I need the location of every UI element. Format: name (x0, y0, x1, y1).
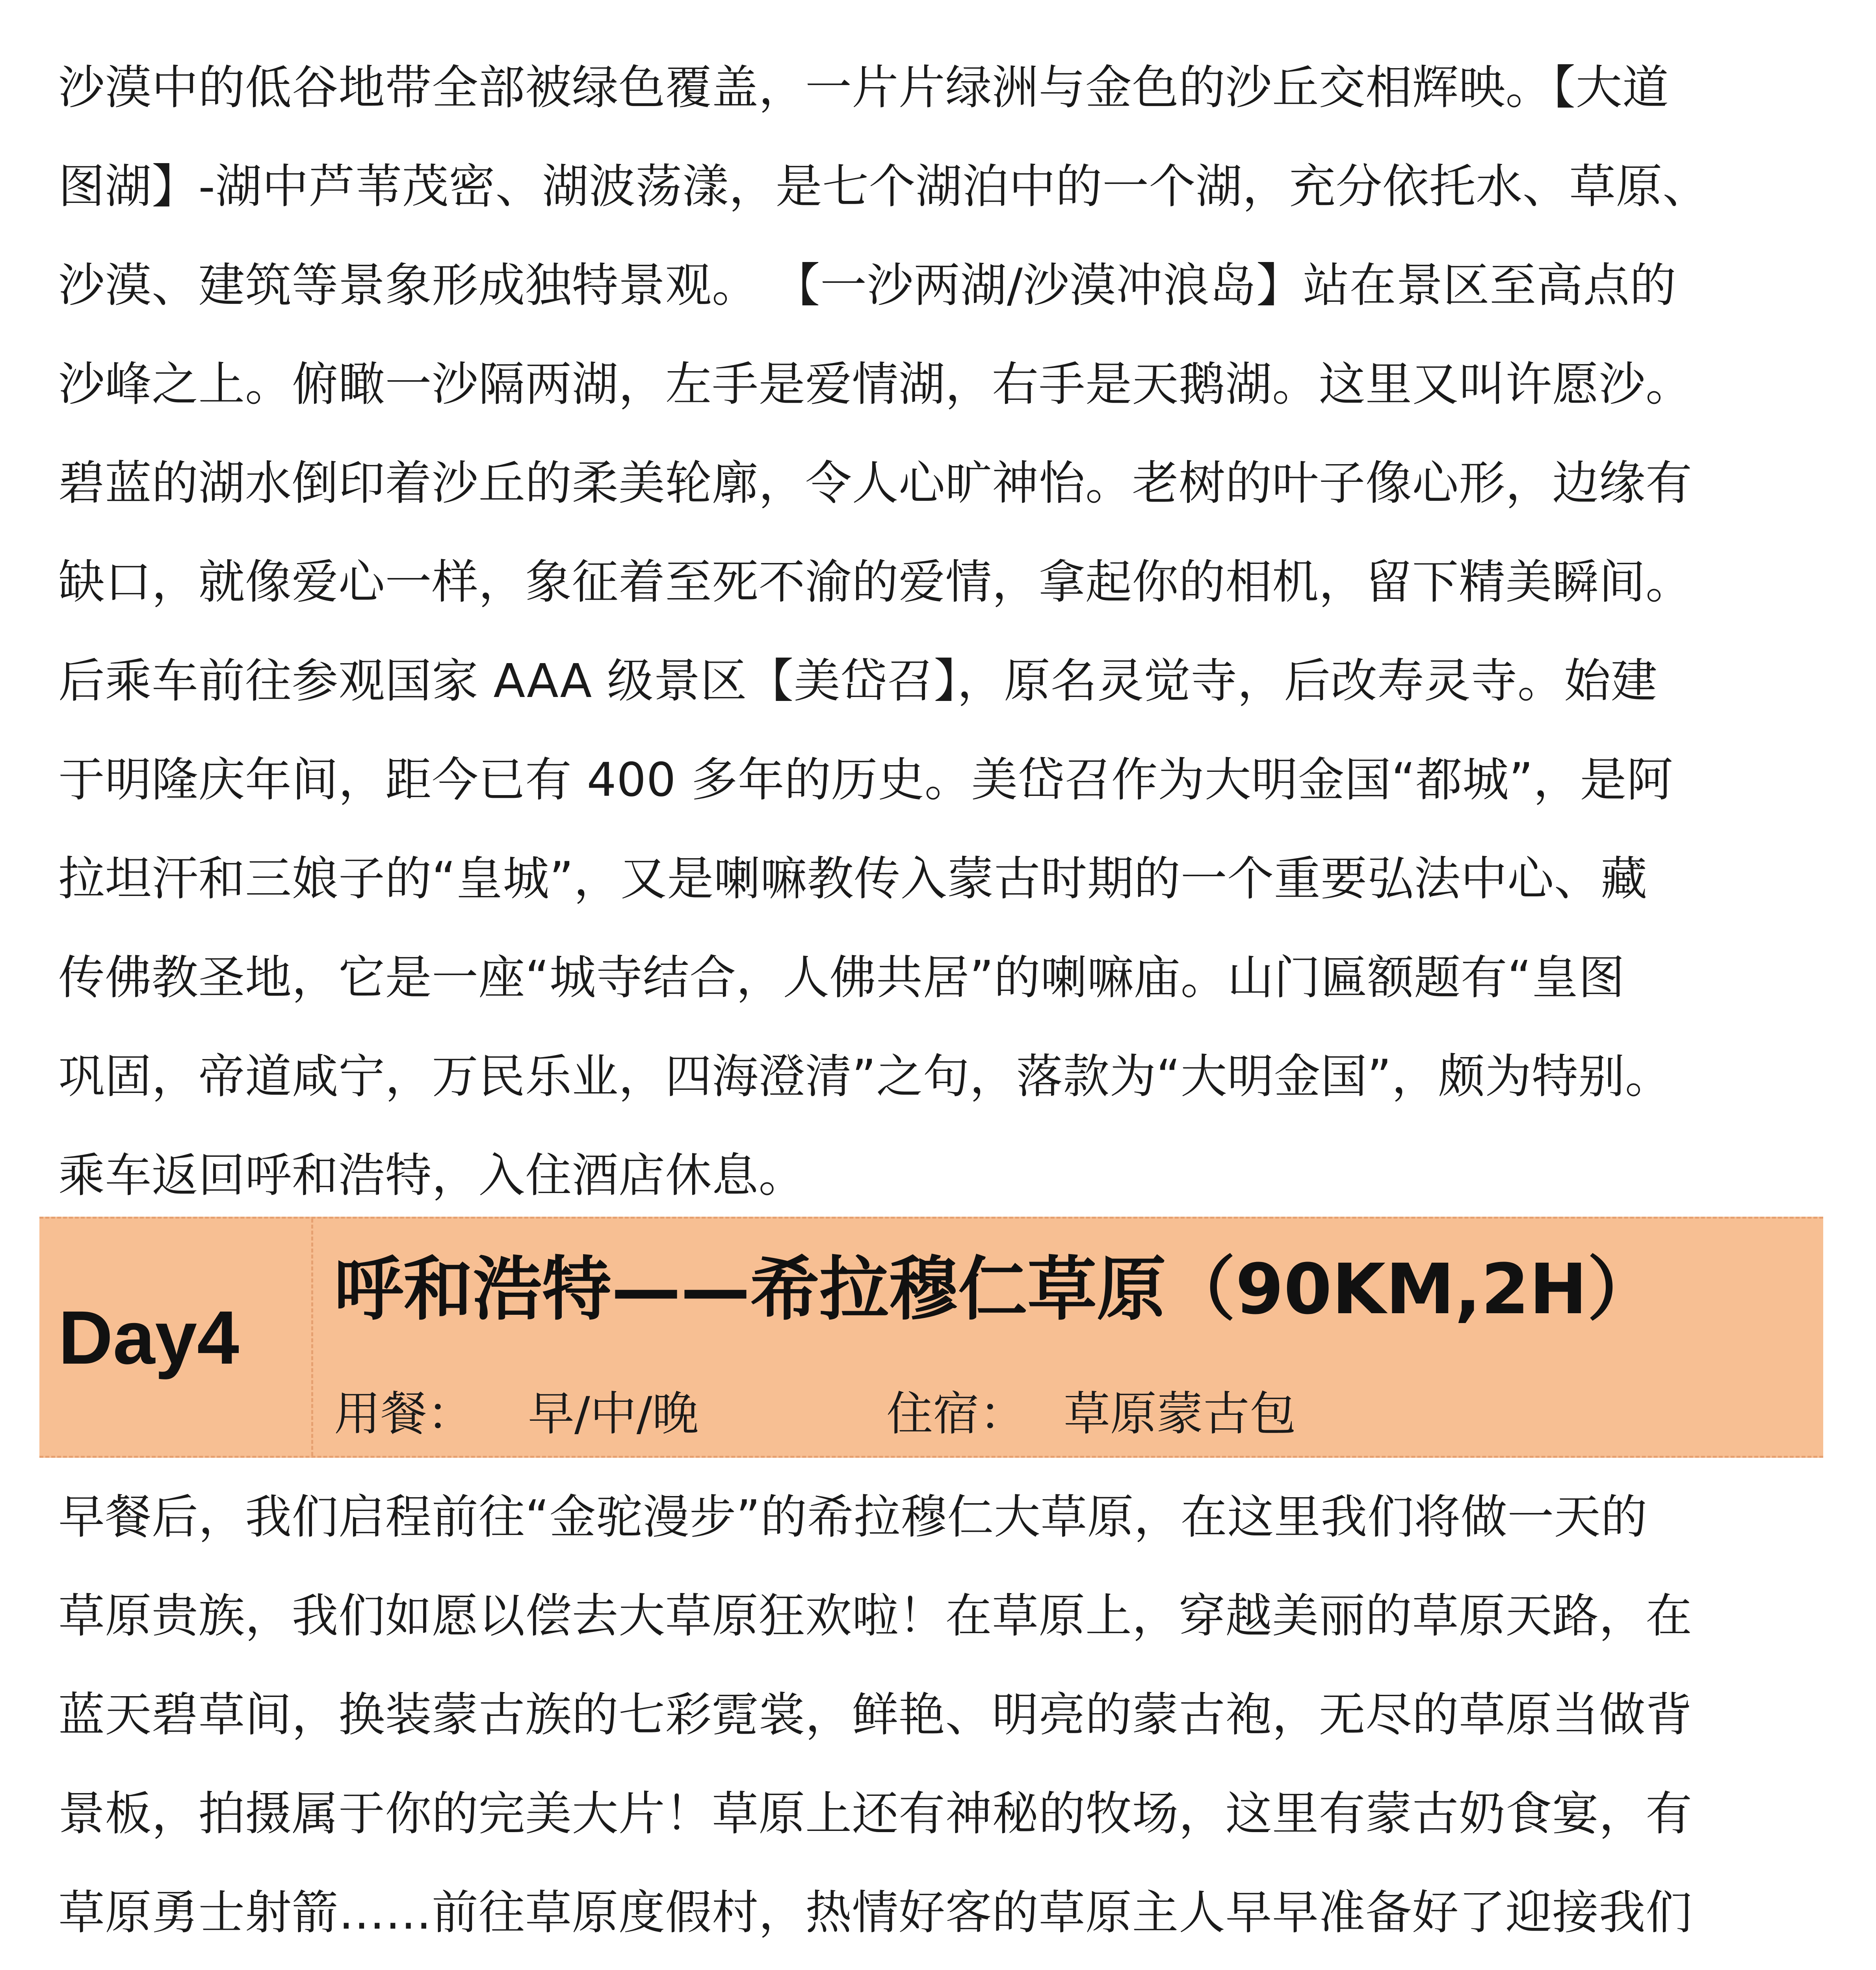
text-line: 沙峰之上。俯瞰一沙隔两湖，左手是爱情湖，右手是天鹅湖。这里又叫许愿沙。 (58, 357, 1692, 411)
text-line: 传佛教圣地，它是一座“城寺结合，人佛共居”的喇嘛庙。山门匾额题有“皇图 (58, 950, 1625, 1005)
meal-value: 早/中/晚 (528, 1386, 699, 1441)
day-description-paragraph (58, 1468, 1823, 1970)
text-line: 碧蓝的湖水倒印着沙丘的柔美轮廓，令人心旷神怡。老树的叶子像心形，边缘有 (58, 456, 1692, 510)
text-line: 景板，拍摄属于你的完美大片！草原上还有神秘的牧场，这里有蒙古奶食宴，有 (58, 1786, 1692, 1841)
text-line: 乘车返回呼和浩特，入住酒店休息。 (58, 1148, 806, 1202)
day-header-divider (311, 1219, 313, 1456)
accommodation-label: 住宿： (886, 1386, 1026, 1441)
day-header (39, 1217, 1823, 1458)
text-line: 缺口，就像爱心一样，象征着至死不渝的爱情，拿起你的相机，留下精美瞬间。 (58, 555, 1692, 609)
accommodation-value: 草原蒙古包 (1064, 1386, 1296, 1441)
text-line: 蓝天碧草间，换装蒙古族的七彩霓裳，鲜艳、明亮的蒙古袍，无尽的草原当做背 (58, 1688, 1692, 1742)
text-line: 沙漠、建筑等景象形成独特景观。 【一沙两湖/沙漠冲浪岛】站在景区至高点的 (58, 258, 1677, 312)
day-label: Day4 (58, 1295, 239, 1380)
text-line: 巩固，帝道咸宁，万民乐业，四海澄清”之句，落款为“大明金国”，颇为特别。 (58, 1049, 1672, 1104)
text-line: 图湖】-湖中芦苇茂密、湖波荡漾，是七个湖泊中的一个湖，充分依托水、草原、 (58, 159, 1709, 214)
text-line: 拉坦汗和三娘子的“皇城”，又是喇嘛教传入蒙古时期的一个重要弘法中心、藏 (58, 851, 1648, 906)
text-line: 沙漠中的低谷地带全部被绿色覆盖，一片片绿洲与金色的沙丘交相辉映。【大道 (58, 60, 1669, 115)
meal-label: 用餐： (334, 1386, 474, 1441)
text-line: 草原贵族，我们如愿以偿去大草原狂欢啦！在草原上，穿越美丽的草原天路，在 (58, 1589, 1692, 1643)
text-line (58, 1962, 1823, 1970)
day-title: 呼和浩特——希拉穆仁草原（90KM,2H） (334, 1249, 1657, 1330)
text-line: 后乘车前往参观国家 AAA 级景区【美岱召】，原名灵觉寺，后改寿灵寺。始建 (58, 654, 1658, 708)
text-line: 早餐后，我们启程前往“金驼漫步”的希拉穆仁大草原，在这里我们将做一天的 (58, 1490, 1648, 1544)
intro-paragraph (58, 38, 1823, 1225)
text-line: 草原勇士射箭……前往草原度假村，热情好客的草原主人早早准备好了迎接我们 (58, 1885, 1692, 1940)
text-line: 于明隆庆年间，距今已有 400 多年的历史。美岱召作为大明金国“都城”，是阿 (58, 753, 1674, 807)
